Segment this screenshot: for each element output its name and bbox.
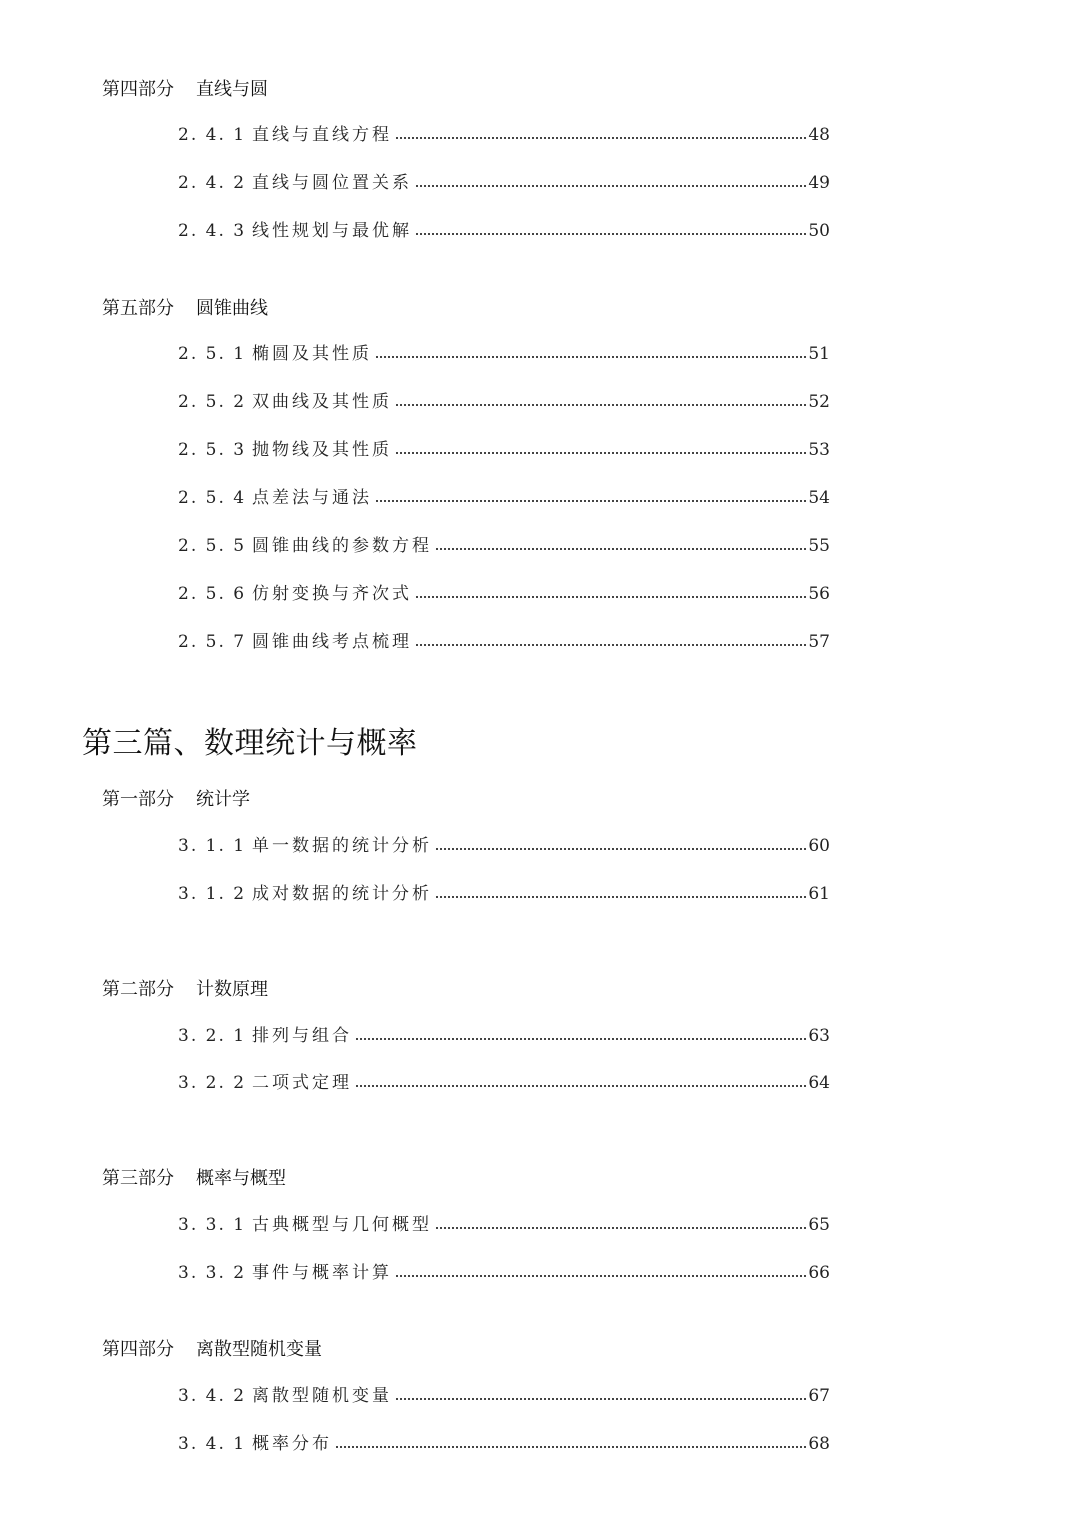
part-name: 直线与圆: [196, 79, 268, 100]
leader-dots: [416, 233, 806, 235]
toc-entry-title: 抛物线及其性质: [252, 440, 392, 460]
toc-entry-title: 仿射变换与齐次式: [252, 584, 412, 604]
toc-entry-page: 52: [808, 392, 830, 412]
toc-entry-page: 68: [808, 1434, 830, 1454]
toc-entry-page: 53: [808, 440, 830, 460]
toc-entry-number: 2. 5. 7: [178, 632, 247, 652]
toc-entry-title: 事件与概率计算: [252, 1263, 392, 1283]
toc-entry-title: 圆锥曲线考点梳理: [252, 632, 412, 652]
toc-entry-title: 直线与圆位置关系: [252, 173, 412, 193]
leader-dots: [396, 1398, 806, 1400]
toc-entry-number: 2. 5. 3: [178, 440, 247, 460]
toc-entry-page: 48: [808, 125, 830, 145]
toc-entry-page: 50: [808, 221, 830, 241]
toc-entry-page: 56: [808, 584, 830, 604]
toc-entry-page: 51: [808, 344, 830, 364]
part-heading: [102, 785, 250, 811]
toc-entry-title: 直线与直线方程: [252, 125, 392, 145]
toc-entry-title: 成对数据的统计分析: [252, 884, 432, 904]
toc-entry-number: 2. 4. 2: [178, 173, 247, 193]
part-label: 第二部分: [102, 979, 174, 1000]
toc-entry[interactable]: [178, 1210, 830, 1236]
part-heading: [102, 75, 268, 101]
leader-dots: [416, 644, 806, 646]
toc-entry-number: 3. 3. 1: [178, 1215, 247, 1235]
toc-entry-page: 54: [808, 488, 830, 508]
toc-entry-title: 双曲线及其性质: [252, 392, 392, 412]
toc-entry-page: 57: [808, 632, 830, 652]
toc-entry-title: 二项式定理: [252, 1073, 352, 1093]
toc-entry[interactable]: [178, 627, 830, 653]
toc-entry[interactable]: [178, 579, 830, 605]
toc-entry[interactable]: [178, 120, 830, 146]
leader-dots: [416, 185, 806, 187]
leader-dots: [436, 848, 806, 850]
toc-entry-title: 点差法与通法: [252, 488, 372, 508]
toc-entry[interactable]: [178, 1429, 830, 1455]
toc-entry-page: 67: [808, 1386, 830, 1406]
toc-entry-number: 3. 1. 1: [178, 836, 247, 856]
leader-dots: [416, 596, 806, 598]
leader-dots: [336, 1446, 806, 1448]
toc-entry[interactable]: [178, 216, 830, 242]
toc-entry[interactable]: [178, 339, 830, 365]
toc-entry-title: 古典概型与几何概型: [252, 1215, 432, 1235]
toc-entry[interactable]: [178, 387, 830, 413]
toc-entry-number: 3. 4. 2: [178, 1386, 247, 1406]
toc-entry-number: 3. 4. 1: [178, 1434, 247, 1454]
part-name: 圆锥曲线: [196, 298, 268, 319]
leader-dots: [436, 896, 806, 898]
toc-entry-title: 离散型随机变量: [252, 1386, 392, 1406]
leader-dots: [396, 404, 806, 406]
part-label: 第四部分: [102, 79, 174, 100]
toc-entry[interactable]: [178, 483, 830, 509]
toc-entry-number: 2. 5. 2: [178, 392, 247, 412]
leader-dots: [396, 1275, 806, 1277]
part-name: 统计学: [196, 789, 250, 810]
toc-entry-number: 2. 4. 3: [178, 221, 247, 241]
toc-entry[interactable]: [178, 1258, 830, 1284]
part-name: 概率与概型: [196, 1168, 286, 1189]
leader-dots: [436, 1227, 806, 1229]
toc-entry-number: 3. 2. 2: [178, 1073, 247, 1093]
toc-entry-title: 线性规划与最优解: [252, 221, 412, 241]
toc-entry-page: 55: [808, 536, 830, 556]
toc-entry-page: 64: [808, 1073, 830, 1093]
toc-entry[interactable]: [178, 879, 830, 905]
toc-entry-page: 65: [808, 1215, 830, 1235]
part-heading: [102, 294, 268, 320]
toc-entry-number: 2. 5. 1: [178, 344, 247, 364]
part-label: 第五部分: [102, 298, 174, 319]
part-name: 计数原理: [196, 979, 268, 1000]
toc-entry-number: 2. 5. 6: [178, 584, 247, 604]
toc-entry-number: 2. 4. 1: [178, 125, 247, 145]
leader-dots: [396, 137, 806, 139]
toc-entry-number: 2. 5. 4: [178, 488, 247, 508]
toc-entry[interactable]: [178, 1068, 830, 1094]
toc-entry-title: 概率分布: [252, 1434, 332, 1454]
toc-entry-page: 63: [808, 1026, 830, 1046]
leader-dots: [436, 548, 806, 550]
part-label: 第一部分: [102, 789, 174, 810]
toc-entry-page: 66: [808, 1263, 830, 1283]
part-label: 第四部分: [102, 1339, 174, 1360]
toc-entry-number: 3. 3. 2: [178, 1263, 247, 1283]
leader-dots: [396, 452, 806, 454]
toc-entry[interactable]: [178, 435, 830, 461]
toc-entry[interactable]: [178, 1381, 830, 1407]
part-heading: [102, 1335, 322, 1361]
toc-entry-title: 排列与组合: [252, 1026, 352, 1046]
part-heading: [102, 975, 268, 1001]
toc-entry-page: 49: [808, 173, 830, 193]
leader-dots: [356, 1038, 806, 1040]
toc-entry-page: 61: [808, 884, 830, 904]
toc-entry[interactable]: [178, 168, 830, 194]
toc-entry-number: 3. 1. 2: [178, 884, 247, 904]
toc-entry[interactable]: [178, 531, 830, 557]
toc-entry-title: 圆锥曲线的参数方程: [252, 536, 432, 556]
toc-entry-title: 椭圆及其性质: [252, 344, 372, 364]
part-heading: [102, 1164, 286, 1190]
toc-entry-page: 60: [808, 836, 830, 856]
leader-dots: [376, 500, 806, 502]
toc-entry-number: 2. 5. 5: [178, 536, 247, 556]
toc-entry-number: 3. 2. 1: [178, 1026, 247, 1046]
chapter-title: 第三篇、数理统计与概率: [82, 726, 418, 761]
leader-dots: [376, 356, 806, 358]
toc-entry-title: 单一数据的统计分析: [252, 836, 432, 856]
toc-entry[interactable]: [178, 831, 830, 857]
part-label: 第三部分: [102, 1168, 174, 1189]
toc-entry[interactable]: [178, 1021, 830, 1047]
part-name: 离散型随机变量: [196, 1339, 322, 1360]
leader-dots: [356, 1085, 806, 1087]
